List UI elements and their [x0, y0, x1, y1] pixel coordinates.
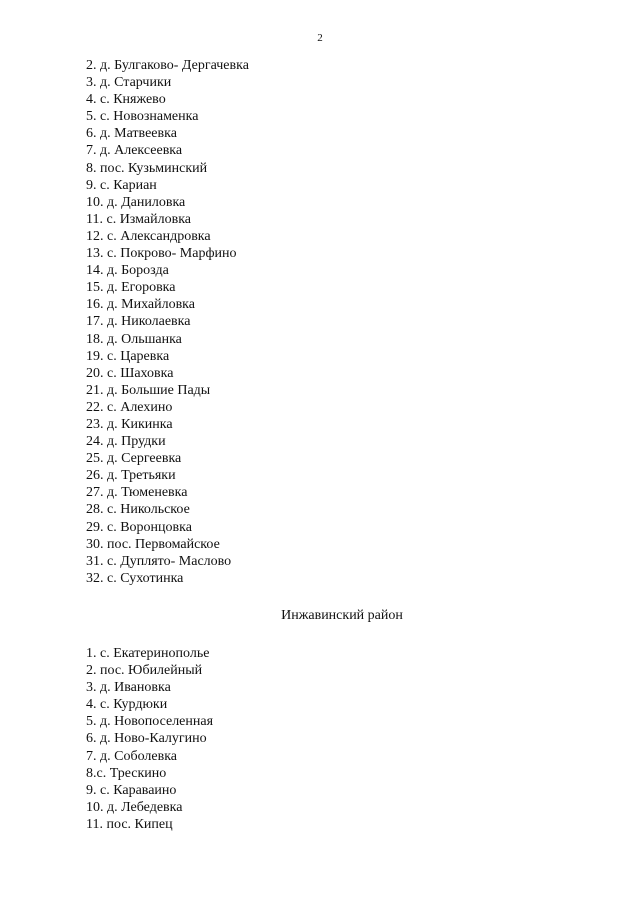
list-item: 9. с. Кариан	[86, 177, 157, 193]
list-item: 8.с. Трескино	[86, 765, 167, 781]
list-item: 18. д. Ольшанка	[86, 331, 182, 347]
list-item: 3. д. Ивановка	[86, 680, 171, 696]
list-item: 26. д. Третьяки	[86, 468, 176, 484]
list-item: 22. с. Алехино	[86, 399, 173, 415]
list-item: 25. д. Сергеевка	[86, 451, 182, 467]
list-item: 17. д. Николаевка	[86, 314, 191, 330]
list-item: 4. с. Княжево	[86, 92, 166, 108]
list-item: 1. с. Екатеринополье	[86, 646, 210, 661]
page-number: 2	[317, 32, 323, 44]
list-item: 6. д. Ново-Калугино	[86, 731, 207, 747]
list-item: 21. д. Большие Пады	[86, 382, 211, 398]
district-heading: Инжавинский район	[281, 608, 403, 623]
list-item: 20. с. Шаховка	[86, 365, 174, 381]
list-item: 32. с. Сухотинка	[86, 570, 184, 586]
list-item: 12. с. Александровка	[86, 228, 211, 244]
list-item: 30. пос. Первомайское	[86, 536, 220, 552]
list-item: 19. с. Царевка	[86, 348, 170, 364]
list-item: 13. с. Покрово- Марфино	[86, 246, 237, 262]
list-item: 27. д. Тюменевка	[86, 485, 188, 501]
list-item: 7. д. Алексеевка	[86, 143, 183, 159]
settlement-list-1	[86, 57, 249, 587]
list-item: 7. д. Соболевка	[86, 748, 178, 764]
list-item: 10. д. Даниловка	[86, 194, 186, 210]
list-item: 4. с. Курдюки	[86, 697, 168, 713]
list-item: 15. д. Егоровка	[86, 280, 176, 296]
list-item: 29. с. Воронцовка	[86, 519, 192, 535]
settlement-list-2	[86, 645, 213, 833]
list-item: 3. д. Старчики	[86, 75, 172, 91]
list-item: 2. пос. Юбилейный	[86, 663, 203, 679]
list-item: 6. д. Матвеевка	[86, 126, 177, 142]
list-item: 23. д. Кикинка	[86, 416, 173, 432]
list-item: 14. д. Борозда	[86, 263, 169, 279]
list-item: 5. д. Новопоселенная	[86, 714, 214, 730]
list-item: 24. д. Прудки	[86, 434, 166, 450]
list-item: 11. пос. Кипец	[86, 816, 173, 832]
list-item: 16. д. Михайловка	[86, 297, 195, 313]
list-item: 11. с. Измайловка	[86, 211, 192, 227]
list-item: 10. д. Лебедевка	[86, 799, 183, 815]
list-item: 31. с. Дуплято- Маслово	[86, 553, 232, 569]
list-item: 9. с. Караваино	[86, 782, 177, 798]
list-item: 28. с. Никольское	[86, 502, 190, 518]
list-item: 2. д. Булгаково- Дергачевка	[86, 58, 249, 73]
list-item: 5. с. Новознаменка	[86, 109, 199, 125]
list-item: 8. пос. Кузьминский	[86, 160, 208, 176]
